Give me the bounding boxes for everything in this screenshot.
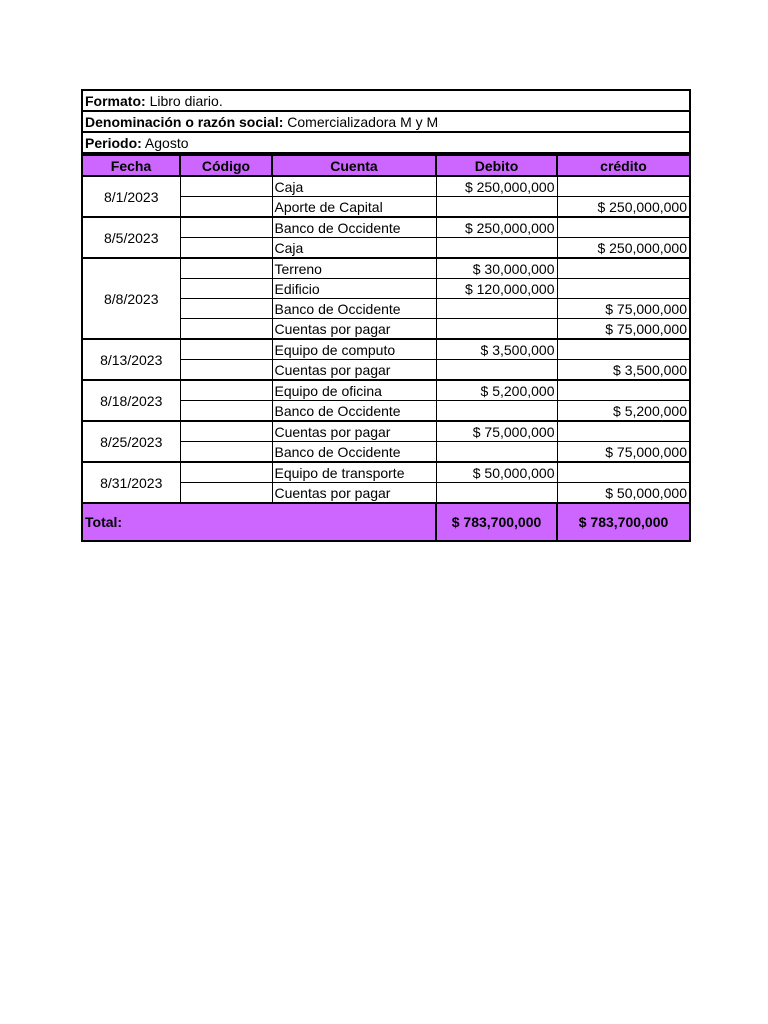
credito-cell[interactable]: $ 75,000,000 [557,319,690,340]
codigo-cell[interactable] [180,401,272,422]
journal-table [81,154,691,542]
denominacion-label: Denominación o razón social: [85,113,284,130]
cuenta-cell[interactable]: Terreno [272,258,436,279]
codigo-cell[interactable] [180,197,272,218]
table-row [82,421,690,442]
denominacion-value: Comercializadora M y M [287,113,439,130]
column-header-cuenta[interactable]: Cuenta [272,155,436,176]
entry-date-cell[interactable]: 8/18/2023 [82,380,180,421]
debito-cell[interactable] [436,299,557,319]
formato-row [82,90,690,111]
credito-cell[interactable] [557,380,690,401]
credito-cell[interactable] [557,217,690,238]
journal-sheet [81,89,689,542]
column-header-codigo[interactable]: Código [180,155,272,176]
column-header-fecha[interactable]: Fecha [82,155,180,176]
debito-cell[interactable]: $ 120,000,000 [436,279,557,299]
table-row [82,462,690,483]
credito-cell[interactable]: $ 3,500,000 [557,360,690,381]
column-header-debito[interactable]: Debito [436,155,557,176]
codigo-cell[interactable] [180,483,272,504]
codigo-cell[interactable] [180,421,272,442]
table-row [82,380,690,401]
column-header-row [82,155,690,176]
codigo-cell[interactable] [180,217,272,238]
debito-cell[interactable] [436,442,557,463]
table-row [82,176,690,197]
debito-cell[interactable] [436,238,557,259]
cuenta-cell[interactable]: Banco de Occidente [272,401,436,422]
credito-cell[interactable] [557,258,690,279]
entry-date-cell[interactable]: 8/13/2023 [82,339,180,380]
debito-cell[interactable]: $ 250,000,000 [436,176,557,197]
codigo-cell[interactable] [180,380,272,401]
codigo-cell[interactable] [180,176,272,197]
table-row [82,339,690,360]
cuenta-cell[interactable]: Cuentas por pagar [272,319,436,340]
codigo-cell[interactable] [180,299,272,319]
credito-cell[interactable] [557,462,690,483]
cuenta-cell[interactable]: Cuentas por pagar [272,360,436,381]
codigo-cell[interactable] [180,339,272,360]
entry-date-cell[interactable]: 8/31/2023 [82,462,180,503]
credito-cell[interactable]: $ 75,000,000 [557,442,690,463]
debito-cell[interactable] [436,319,557,340]
debito-cell[interactable]: $ 5,200,000 [436,380,557,401]
debito-cell[interactable] [436,483,557,504]
credito-cell[interactable]: $ 250,000,000 [557,197,690,218]
codigo-cell[interactable] [180,442,272,463]
cuenta-cell[interactable]: Aporte de Capital [272,197,436,218]
codigo-cell[interactable] [180,319,272,340]
cuenta-cell[interactable]: Banco de Occidente [272,442,436,463]
debito-cell[interactable]: $ 250,000,000 [436,217,557,238]
codigo-cell[interactable] [180,279,272,299]
periodo-row [82,132,690,153]
debito-cell[interactable]: $ 75,000,000 [436,421,557,442]
credito-cell[interactable]: $ 5,200,000 [557,401,690,422]
cuenta-cell[interactable]: Banco de Occidente [272,299,436,319]
credito-cell[interactable]: $ 75,000,000 [557,299,690,319]
debito-cell[interactable]: $ 50,000,000 [436,462,557,483]
column-header-credito[interactable]: crédito [557,155,690,176]
cuenta-cell[interactable]: Caja [272,176,436,197]
total-debito[interactable]: $ 783,700,000 [436,503,557,541]
credito-cell[interactable] [557,279,690,299]
denominacion-cell[interactable] [82,111,690,132]
debito-cell[interactable] [436,360,557,381]
debito-cell[interactable] [436,197,557,218]
table-row [82,217,690,238]
total-label[interactable]: Total: [82,503,436,541]
entry-date-cell[interactable]: 8/25/2023 [82,421,180,462]
credito-cell[interactable] [557,339,690,360]
cuenta-cell[interactable]: Cuentas por pagar [272,421,436,442]
table-row [82,258,690,279]
entry-date-cell[interactable]: 8/8/2023 [82,258,180,339]
cuenta-cell[interactable]: Cuentas por pagar [272,483,436,504]
cuenta-cell[interactable]: Edificio [272,279,436,299]
debito-cell[interactable]: $ 30,000,000 [436,258,557,279]
entry-date-cell[interactable]: 8/1/2023 [82,176,180,217]
periodo-cell[interactable] [82,132,690,153]
credito-cell[interactable] [557,421,690,442]
denominacion-row [82,111,690,132]
periodo-label: Periodo: [85,134,142,151]
codigo-cell[interactable] [180,258,272,279]
credito-cell[interactable] [557,176,690,197]
codigo-cell[interactable] [180,238,272,259]
cuenta-cell[interactable]: Equipo de computo [272,339,436,360]
formato-cell[interactable] [82,90,690,111]
cuenta-cell[interactable]: Caja [272,238,436,259]
credito-cell[interactable]: $ 50,000,000 [557,483,690,504]
codigo-cell[interactable] [180,462,272,483]
debito-cell[interactable]: $ 3,500,000 [436,339,557,360]
credito-cell[interactable]: $ 250,000,000 [557,238,690,259]
total-row [82,503,690,541]
debito-cell[interactable] [436,401,557,422]
cuenta-cell[interactable]: Banco de Occidente [272,217,436,238]
cuenta-cell[interactable]: Equipo de oficina [272,380,436,401]
total-credito[interactable]: $ 783,700,000 [557,503,690,541]
cuenta-cell[interactable]: Equipo de transporte [272,462,436,483]
periodo-value: Agosto [144,134,189,151]
entry-date-cell[interactable]: 8/5/2023 [82,217,180,258]
journal-body [82,176,690,503]
codigo-cell[interactable] [180,360,272,381]
formato-value: Libro diario. [149,92,223,109]
journal-header-table [81,89,691,154]
formato-label: Formato: [85,92,146,109]
